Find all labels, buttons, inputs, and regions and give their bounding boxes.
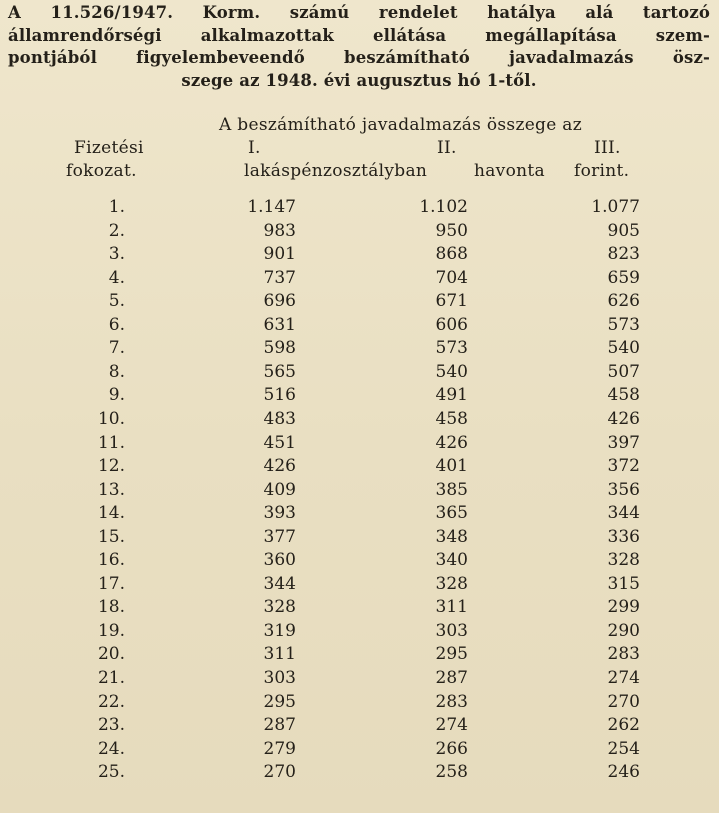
column-2-cell: 671 bbox=[435, 291, 468, 311]
column-3-cell: 823 bbox=[607, 244, 640, 264]
column-2-cell: 704 bbox=[435, 268, 468, 288]
column-2-cell: 287 bbox=[435, 668, 468, 688]
column-1-cell: 451 bbox=[263, 433, 296, 453]
column-3-cell: 336 bbox=[607, 527, 640, 547]
column-1-cell: 1.147 bbox=[247, 197, 296, 217]
column-3-cell: 356 bbox=[607, 480, 640, 500]
column-3-cell: 659 bbox=[607, 268, 640, 288]
heading-line-3: pontjából figyelembeveendő beszámítható javadalmazás ösz- bbox=[8, 48, 710, 67]
column-3-cell: 290 bbox=[607, 621, 640, 641]
column-1-cell: 598 bbox=[263, 338, 296, 358]
subtitle-middle: havonta bbox=[474, 161, 545, 181]
column-1-cell: 287 bbox=[263, 715, 296, 735]
column-2-cell: 340 bbox=[435, 550, 468, 570]
grade-cell: 5. bbox=[108, 291, 125, 311]
grade-header-line-2: fokozat. bbox=[66, 161, 137, 181]
grade-header-line-1: Fizetési bbox=[74, 138, 144, 158]
spanning-header: A beszámítható javadalmazás összege az bbox=[219, 115, 582, 135]
grade-cell: 8. bbox=[108, 362, 125, 382]
column-3-cell: 372 bbox=[607, 456, 640, 476]
column-3-cell: 262 bbox=[607, 715, 640, 735]
heading-line-1: A 11.526/1947. Korm. számú rendelet hatálya alá tartozó bbox=[8, 3, 710, 22]
grade-cell: 20. bbox=[97, 644, 125, 664]
column-3-cell: 573 bbox=[607, 315, 640, 335]
column-2-cell: 573 bbox=[435, 338, 468, 358]
column-3-cell: 458 bbox=[607, 385, 640, 405]
grade-cell: 10. bbox=[97, 409, 125, 429]
regulation-heading bbox=[8, 2, 710, 92]
grade-cell: 2. bbox=[108, 221, 125, 241]
grade-cell: 11. bbox=[97, 433, 125, 453]
column-3-cell: 254 bbox=[607, 739, 640, 759]
grade-cell: 17. bbox=[97, 574, 125, 594]
column-3-cell: 507 bbox=[607, 362, 640, 382]
column-1-cell: 483 bbox=[263, 409, 296, 429]
column-2-cell: 258 bbox=[435, 762, 468, 782]
column-1-cell: 270 bbox=[263, 762, 296, 782]
grade-cell: 23. bbox=[97, 715, 125, 735]
grade-cell: 6. bbox=[108, 315, 125, 335]
column-2-cell: 458 bbox=[435, 409, 468, 429]
column-2-cell: 385 bbox=[435, 480, 468, 500]
grade-cell: 13. bbox=[97, 480, 125, 500]
heading-line-2: államrendőrségi alkalmazottak ellátása megállapítása szem- bbox=[8, 25, 710, 45]
grade-cell: 1. bbox=[108, 197, 125, 217]
column-1-cell: 328 bbox=[263, 597, 296, 617]
column-1-cell: 319 bbox=[263, 621, 296, 641]
column-1-cell: 279 bbox=[263, 739, 296, 759]
column-1-cell: 377 bbox=[263, 527, 296, 547]
column-1-cell: 983 bbox=[263, 221, 296, 241]
column-2-cell: 606 bbox=[435, 315, 468, 335]
column-3-cell: 274 bbox=[607, 668, 640, 688]
column-2-cell: 426 bbox=[435, 433, 468, 453]
column-2-header: II. bbox=[437, 138, 457, 158]
grade-cell: 14. bbox=[97, 503, 125, 523]
column-2-cell: 540 bbox=[435, 362, 468, 382]
grade-cell: 25. bbox=[97, 762, 125, 782]
column-2-cell: 868 bbox=[435, 244, 468, 264]
grade-cell: 18. bbox=[97, 597, 125, 617]
column-2-cell: 1.102 bbox=[419, 197, 468, 217]
column-1-cell: 631 bbox=[263, 315, 296, 335]
column-2-cell: 295 bbox=[435, 644, 468, 664]
column-2-cell: 274 bbox=[435, 715, 468, 735]
column-1-cell: 426 bbox=[263, 456, 296, 476]
column-2-cell: 401 bbox=[435, 456, 468, 476]
grade-cell: 15. bbox=[97, 527, 125, 547]
grade-cell: 19. bbox=[97, 621, 125, 641]
column-3-cell: 1.077 bbox=[591, 197, 640, 217]
grade-cell: 22. bbox=[97, 692, 125, 712]
heading-line-4: szege az 1948. évi augusztus hó 1-től. bbox=[181, 70, 537, 90]
column-3-cell: 270 bbox=[607, 692, 640, 712]
column-1-cell: 901 bbox=[263, 244, 296, 264]
subtitle-right: forint. bbox=[574, 161, 630, 181]
grade-cell: 9. bbox=[108, 385, 125, 405]
column-3-cell: 426 bbox=[607, 409, 640, 429]
column-1-cell: 295 bbox=[263, 692, 296, 712]
column-1-cell: 696 bbox=[263, 291, 296, 311]
column-1-cell: 409 bbox=[263, 480, 296, 500]
grade-cell: 21. bbox=[97, 668, 125, 688]
grade-cell: 7. bbox=[108, 338, 125, 358]
column-1-cell: 393 bbox=[263, 503, 296, 523]
grade-cell: 12. bbox=[97, 456, 125, 476]
grade-cell: 3. bbox=[108, 244, 125, 264]
column-3-cell: 328 bbox=[607, 550, 640, 570]
column-2-cell: 266 bbox=[435, 739, 468, 759]
column-3-cell: 246 bbox=[607, 762, 640, 782]
column-3-cell: 315 bbox=[607, 574, 640, 594]
subtitle-left: lakáspénzosztályban bbox=[244, 161, 428, 181]
column-1-cell: 565 bbox=[263, 362, 296, 382]
column-2-cell: 311 bbox=[435, 597, 468, 617]
column-3-cell: 397 bbox=[607, 433, 640, 453]
grade-cell: 16. bbox=[97, 550, 125, 570]
column-2-cell: 950 bbox=[435, 221, 468, 241]
column-3-cell: 905 bbox=[607, 221, 640, 241]
column-2-cell: 348 bbox=[435, 527, 468, 547]
column-3-cell: 283 bbox=[607, 644, 640, 664]
column-1-cell: 303 bbox=[263, 668, 296, 688]
column-1-cell: 344 bbox=[263, 574, 296, 594]
grade-cell: 24. bbox=[97, 739, 125, 759]
column-1-cell: 516 bbox=[263, 385, 296, 405]
column-3-header: III. bbox=[594, 138, 621, 158]
column-2-cell: 365 bbox=[435, 503, 468, 523]
column-2-cell: 328 bbox=[435, 574, 468, 594]
column-2-cell: 491 bbox=[435, 385, 468, 405]
column-3-cell: 540 bbox=[607, 338, 640, 358]
column-3-cell: 626 bbox=[607, 291, 640, 311]
column-2-cell: 303 bbox=[435, 621, 468, 641]
column-2-cell: 283 bbox=[435, 692, 468, 712]
column-1-cell: 311 bbox=[263, 644, 296, 664]
grade-cell: 4. bbox=[108, 268, 125, 288]
column-1-cell: 360 bbox=[263, 550, 296, 570]
column-3-cell: 299 bbox=[607, 597, 640, 617]
column-1-cell: 737 bbox=[263, 268, 296, 288]
column-3-cell: 344 bbox=[607, 503, 640, 523]
column-1-header: I. bbox=[248, 138, 261, 158]
